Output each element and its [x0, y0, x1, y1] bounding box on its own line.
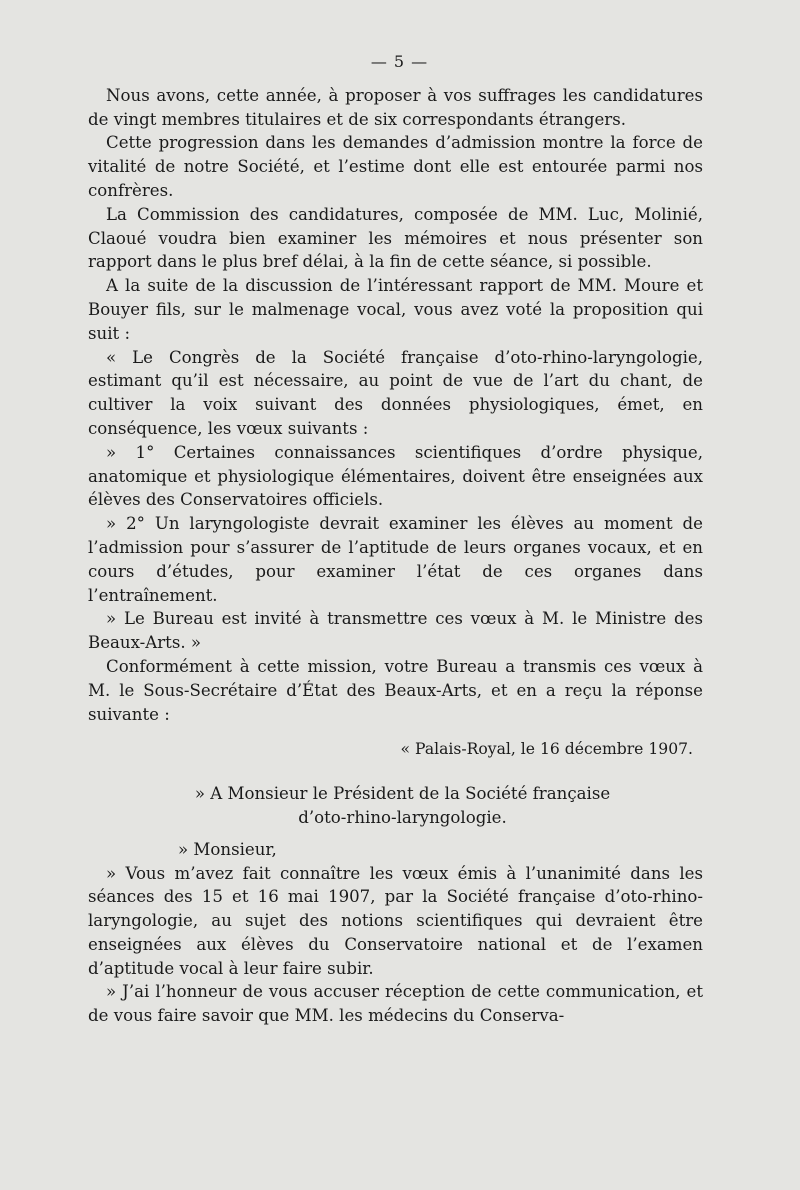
letter-address [88, 782, 703, 830]
letter-paragraph-reception: » J’ai l’honneur de vous accuser réception de cette communication, et de vous faire savoir que MM. les médecins du Conserva- [88, 982, 703, 1026]
paragraph-voeu-2: » 2° Un laryngologiste devrait examiner les élèves au moment de l’admission pour s’assurer de l’aptitude de leurs organes vocaux, et en cours d’études, pour examiner l’état de ces organes dans l’entraînement. [88, 514, 703, 605]
letter-salutation: » Monsieur, [178, 839, 277, 859]
letter-address-line-2: d’oto-rhino-laryngologie. [298, 807, 507, 827]
paragraph-congres-quote: « Le Congrès de la Société française d’oto-rhino-laryngologie, estimant qu’il est nécessaire, au point de vue de l’art du chant, de cultiver la voix suivant des données physiologiques, émet, en conséquence, les vœux suivants : [88, 347, 703, 438]
page-number: — 5 — [370, 52, 429, 71]
letter-address-line-1: » A Monsieur le Président de la Société française [194, 784, 611, 804]
paragraph-commission: La Commission des candidatures, composée de MM. Luc, Molinié, Claoué voudra bien examiner les mémoires et nous présenter son rapport dans le plus bref délai, à la fin de cette séance, si possible. [88, 204, 703, 272]
paragraph-candidatures: Nous avons, cette année, à proposer à vos suffrages les candidatures de vingt membres titulaires et de six correspondants étrangers. [88, 85, 703, 129]
paragraph-bureau-invite: » Le Bureau est invité à transmettre ces vœux à M. le Ministre des Beaux-Arts. » [88, 609, 703, 653]
paragraph-rapport: A la suite de la discussion de l’intéressant rapport de MM. Moure et Bouyer fils, sur le malmenage vocal, vous avez voté la proposition qui suit : [88, 276, 703, 343]
paragraph-voeu-1: » 1° Certaines connaissances scientifiques d’ordre physique, anatomique et physiologique élémentaires, doivent être enseignées aux élèves des Conservatoires officiels. [88, 442, 703, 510]
paragraph-conformement: Conformément à cette mission, votre Bureau a transmis ces vœux à M. le Sous-Secrétaire d’État des Beaux-Arts, et en a reçu la réponse suivante : [88, 656, 703, 724]
paragraph-progression: Cette progression dans les demandes d’admission montre la force de vitalité de notre Société, et l’estime dont elle est entourée parmi nos confrères. [88, 133, 703, 200]
page-content [88, 50, 703, 1028]
letter-paragraph-voeux: » Vous m’avez fait connaître les vœux émis à l’unanimité dans les séances des 15 et 16 mai 1907, par la Société française d’oto-rhino-laryngologie, au sujet des notions scientifiques qui devraient être enseignées aux élèves du Conservatoire national et de l’examen d’aptitude vocal à leur faire subir. [88, 863, 703, 978]
letter-date-line: « Palais-Royal, le 16 décembre 1907. [400, 740, 693, 759]
